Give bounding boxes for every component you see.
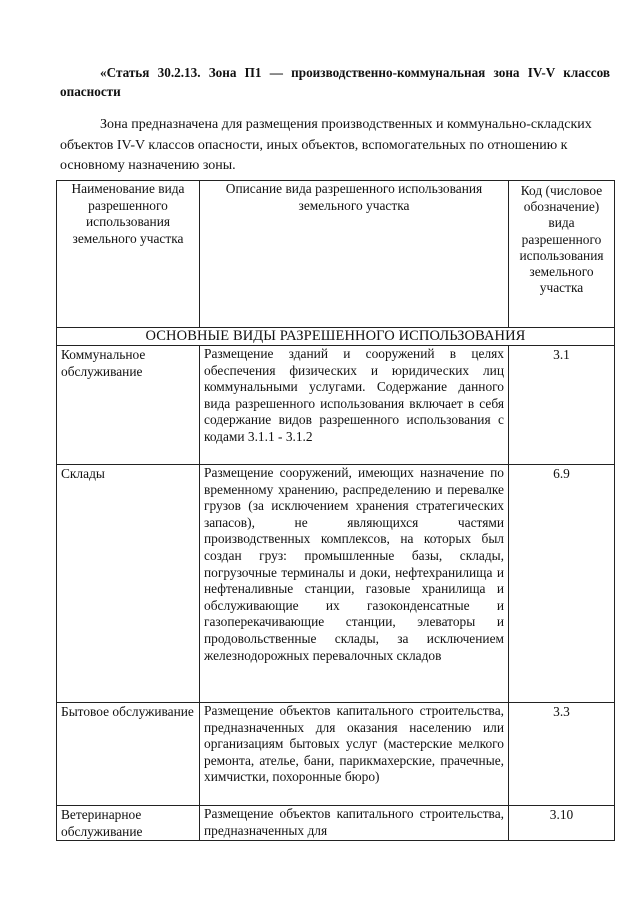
header-code: Код (числовое обозначение) вида разрешенного использования земельного участка <box>509 181 615 328</box>
table-row <box>57 346 615 465</box>
article-heading: «Статья 30.2.13. Зона П1 — производственно-коммунальная зона IV-V классов опасности <box>60 65 610 99</box>
table-row <box>57 806 615 841</box>
table-row <box>57 465 615 703</box>
section-row <box>57 328 615 346</box>
use-name: Склады <box>57 465 200 703</box>
permitted-use-table <box>56 180 615 841</box>
use-name: Коммунальное обслуживание <box>57 346 200 465</box>
use-description: Размещение зданий и сооружений в целях обеспечения физических и юридических лиц коммунальными услугами. Содержание данного вида разрешенного использования включает в себя содержание видов разрешенного использования с кодами 3.1.1 - 3.1.2 <box>200 346 509 465</box>
use-description: Размещение объектов капитального строительства, предназначенных для оказания населению или организациям бытовых услуг (мастерские мелкого ремонта, ателье, бани, парикмахерские, прачечные, химчистки, похоронные бюро) <box>200 703 509 806</box>
use-name: Ветеринарное обслуживание <box>57 806 200 841</box>
use-description: Размещение сооружений, имеющих назначение по временному хранению, распределению и перевалке грузов (за исключением хранения стратегических запасов), не являющихся частями производственных комплексов, на которых был создан груз: промышленные базы, склады, погрузочные терминалы и доки, нефтехранилища и нефтеналивные станции, газовые хранилища и обслуживающие их газоконденсатные и газоперекачивающие станции, элеваторы и продовольственные склады, за исключением железнодорожных перевалочных складов <box>200 465 509 703</box>
header-description: Описание вида разрешенного использования земельного участка <box>200 181 509 328</box>
article-intro: Зона предназначена для размещения производственных и коммунально-складских объектов IV-V классов опасности, иных объектов, вспомогательных по отношению к основному назначению зоны. <box>60 117 592 173</box>
use-code: 3.10 <box>509 806 615 841</box>
table-row <box>57 703 615 806</box>
header-name: Наименование вида разрешенного использования земельного участка <box>57 181 200 328</box>
use-name: Бытовое обслуживание <box>57 703 200 806</box>
table-header-row <box>57 181 615 328</box>
section-title: ОСНОВНЫЕ ВИДЫ РАЗРЕШЕННОГО ИСПОЛЬЗОВАНИЯ <box>57 328 615 346</box>
use-description: Размещение объектов капитального строительства, предназначенных для <box>200 806 509 841</box>
use-code: 6.9 <box>509 465 615 703</box>
use-code: 3.1 <box>509 346 615 465</box>
use-code: 3.3 <box>509 703 615 806</box>
